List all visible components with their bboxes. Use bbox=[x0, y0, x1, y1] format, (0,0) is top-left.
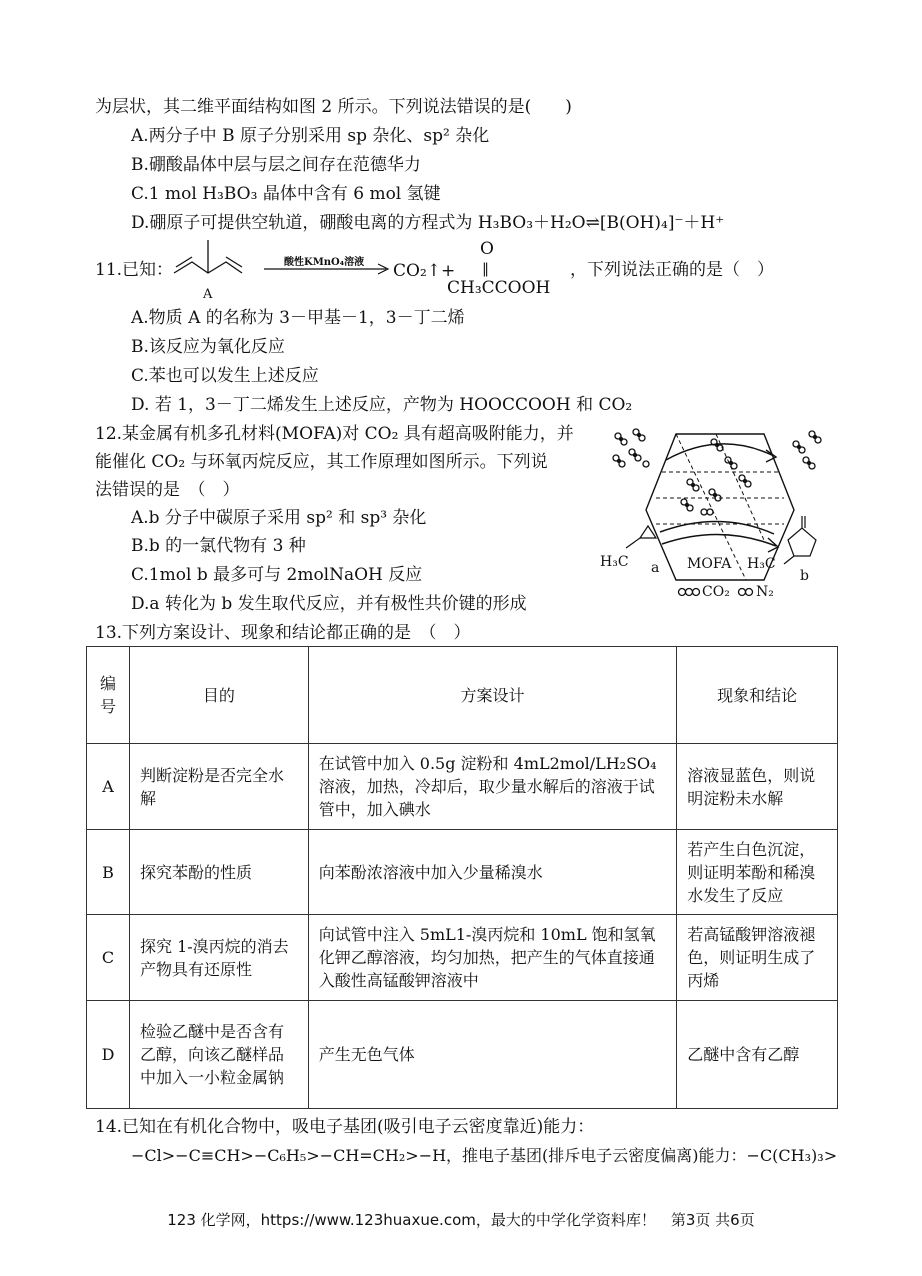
q11-prefix: 11.已知： bbox=[95, 260, 174, 280]
q10-option-b: B.硼酸晶体中层与层之间存在范德华力 bbox=[131, 155, 421, 175]
q11-option-b: B.该反应为氧化反应 bbox=[131, 337, 285, 357]
mofa-label-mofa: MOFA bbox=[687, 556, 732, 572]
q11-stem-tail: ，下列说法正确的是（ ） bbox=[570, 260, 774, 280]
table-row bbox=[87, 830, 838, 915]
table-row bbox=[87, 744, 838, 830]
q11-option-a: A.物质 A 的名称为 3－甲基－1，3－丁二烯 bbox=[131, 308, 465, 328]
row-b-plan: 向苯酚浓溶液中加入少量稀溴水 bbox=[308, 830, 677, 915]
q12-stem-line2: 能催化 CO₂ 与环氧丙烷反应，其工作原理如图所示。下列说 bbox=[95, 452, 548, 472]
mofa-label-h3c-left: H₃C bbox=[600, 554, 629, 570]
table-header-row bbox=[87, 647, 838, 744]
page-footer: 123 化学网，https://www.123huaxue.com，最大的中学化学资料库！ 第3页 共6页 bbox=[167, 1211, 755, 1229]
row-b-result: 若产生白色沉淀，则证明苯酚和稀溴水发生了反应 bbox=[677, 830, 838, 915]
legend-co2: CO₂ bbox=[702, 584, 730, 600]
product-ketone-oxygen: O bbox=[480, 239, 494, 259]
row-b-goal: 探究苯酚的性质 bbox=[129, 830, 308, 915]
product-pyruvic-acid: CH₃CCOOH bbox=[447, 278, 551, 298]
molecule-a-label: A bbox=[203, 287, 213, 302]
q12-stem-line1: 12.某金属有机多孔材料(MOFA)对 CO₂ 具有超高吸附能力，并 bbox=[95, 424, 574, 444]
row-c-plan: 向试管中注入 5mL1-溴丙烷和 10mL 饱和氢氧化钾乙醇溶液，均匀加热，把产生的气体直接通入酸性高锰酸钾溶液中 bbox=[308, 915, 677, 1001]
q12-option-b: B.b 的一氯代物有 3 种 bbox=[131, 536, 306, 556]
row-a-plan: 在试管中加入 0.5g 淀粉和 4mL2mol/LH₂SO₄ 溶液，加热，冷却后，取少量水解后的溶液于试管中，加入碘水 bbox=[308, 744, 677, 830]
q12-stem-line3: 法错误的是 （ ） bbox=[95, 480, 240, 500]
q11-option-c: C.苯也可以发生上述反应 bbox=[131, 366, 319, 386]
q12-option-a: A.b 分子中碳原子采用 sp² 和 sp³ 杂化 bbox=[131, 508, 427, 528]
q13-table bbox=[86, 646, 838, 1109]
table-row bbox=[87, 915, 838, 1001]
q12-option-d: D.a 转化为 b 发生取代反应，并有极性共价键的形成 bbox=[131, 594, 527, 614]
q14-line1: 14.已知在有机化合物中，吸电子基团(吸引电子云密度靠近)能力： bbox=[95, 1117, 595, 1137]
q12-option-c: C.1mol b 最多可与 2molNaOH 反应 bbox=[131, 565, 423, 585]
q10-option-c: C.1 mol H₃BO₃ 晶体中含有 6 mol 氢键 bbox=[131, 184, 441, 204]
q13-stem: 13.下列方案设计、现象和结论都正确的是 （ ） bbox=[95, 623, 471, 643]
q10-option-d: D.硼原子可提供空轨道，硼酸电离的方程式为 H₃BO₃＋H₂O⇌[B(OH)₄]⁻＋H⁺ bbox=[131, 213, 725, 233]
row-c-number: C bbox=[87, 915, 130, 1001]
header-result: 现象和结论 bbox=[677, 647, 838, 744]
product-double-bond: ‖ bbox=[482, 261, 489, 277]
row-c-result: 若高锰酸钾溶液褪色，则证明生成了丙烯 bbox=[677, 915, 838, 1001]
row-d-result: 乙醚中含有乙醇 bbox=[677, 1001, 838, 1109]
molecule-a-structure bbox=[168, 236, 250, 288]
product-co2: CO₂↑+ bbox=[393, 261, 456, 281]
q11-option-d: D. 若 1，3－丁二烯发生上述反应，产物为 HOOCCOOH 和 CO₂ bbox=[131, 395, 633, 415]
mofa-label-h3c-right: H₃C bbox=[747, 556, 776, 572]
q10-option-a: A.两分子中 B 原子分别采用 sp 杂化、sp² 杂化 bbox=[131, 126, 490, 146]
row-b-number: B bbox=[87, 830, 130, 915]
reaction-arrow-icon bbox=[264, 262, 394, 276]
header-plan: 方案设计 bbox=[308, 647, 677, 744]
row-d-plan: 产生无色气体 bbox=[308, 1001, 677, 1109]
q14-line2: −Cl>−C≡CH>−C₆H₅>−CH=CH₂>−H，推电子基团(排斥电子云密度偏离)能力：−C(CH₃)₃> bbox=[131, 1146, 838, 1165]
mofa-label-a: a bbox=[651, 560, 660, 576]
q10-stem: 为层状，其二维平面结构如图 2 所示。下列说法错误的是( ) bbox=[95, 97, 572, 117]
legend-n2: N₂ bbox=[756, 584, 774, 600]
mofa-label-b: b bbox=[800, 568, 809, 584]
reaction-reagent: 酸性KMnO₄溶液 bbox=[284, 257, 365, 268]
row-a-goal: 判断淀粉是否完全水解 bbox=[129, 744, 308, 830]
row-a-result: 溶液显蓝色，则说明淀粉未水解 bbox=[677, 744, 838, 830]
row-d-goal: 检验乙醚中是否含有乙醇，向该乙醚样品中加入一小粒金属钠 bbox=[129, 1001, 308, 1109]
header-goal: 目的 bbox=[129, 647, 308, 744]
row-d-number: D bbox=[87, 1001, 130, 1109]
row-a-number: A bbox=[87, 744, 130, 830]
header-number: 编号 bbox=[87, 647, 130, 744]
table-row bbox=[87, 1001, 838, 1109]
row-c-goal: 探究 1-溴丙烷的消去产物具有还原性 bbox=[129, 915, 308, 1001]
